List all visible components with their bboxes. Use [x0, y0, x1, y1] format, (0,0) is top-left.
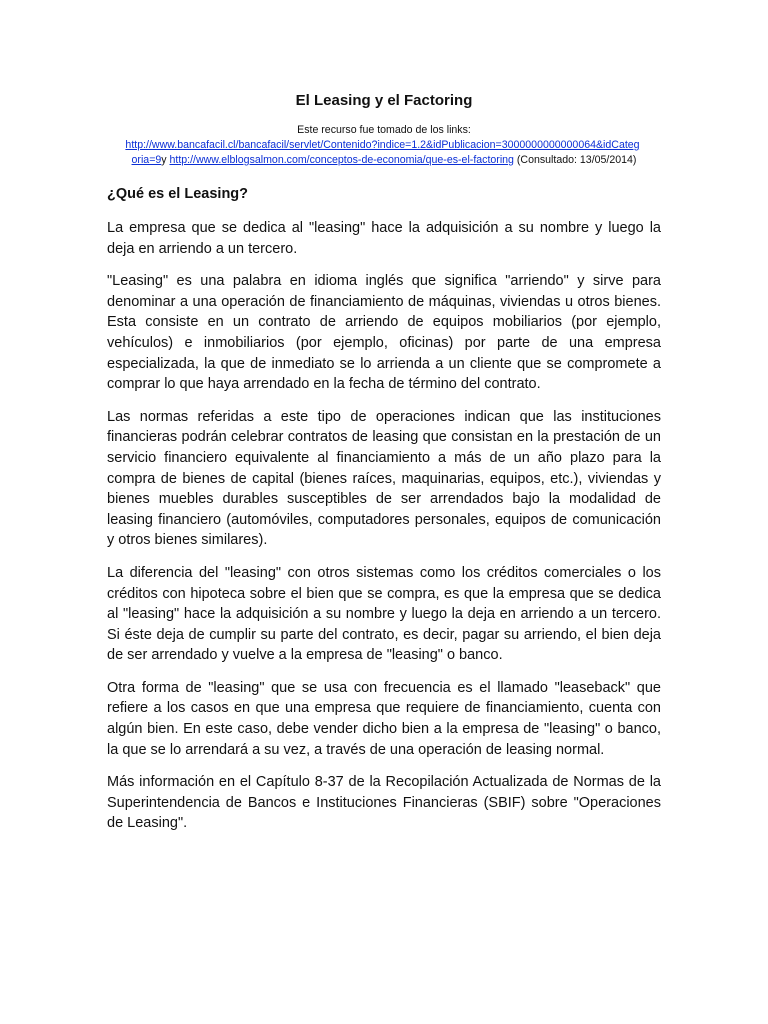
section-heading: ¿Qué es el Leasing?	[107, 186, 249, 202]
source-note	[107, 123, 661, 168]
paragraph-2: "Leasing" es una palabra en idioma inglés que significa "arriendo" y sirve para denominar a una operación de financiamiento de máquinas, viviendas u otros bienes. Esta consiste en un contrato de arriendo de equipos mobiliarios (por ejemplo, vehículos) e inmobiliarios (por ejemplo, oficinas) por parte de una empresa especializada, la que de inmediato se lo arrienda a un cliente que se compromete a comprar lo que haya arrendado en la fecha de término del contrato.	[107, 273, 661, 393]
paragraph-3: Las normas referidas a este tipo de operaciones indican que las instituciones financieras podrán celebrar contratos de leasing que consistan en la prestación de un servicio financiero equivalente al financiamiento a más de un año plazo para la compra de bienes de capital (bienes raíces, maquinarias, equipos, etc.), viviendas y bienes muebles durables susceptibles de ser arrendados bajo la modalidad de leasing financiero (automóviles, computadores personales, equipos de comunicación y otros bienes similares).	[107, 408, 661, 549]
document-title: El Leasing y el Factoring	[295, 92, 473, 109]
source-link-bancafacil-line1: http://www.bancafacil.cl/bancafacil/servlet/Contenido?indice=1.2&idPublicacion=3000000000000064&idCateg	[125, 139, 640, 151]
source-intro: Este recurso fue tomado de los links:	[297, 124, 471, 136]
source-link-elblogsalmon[interactable]: http://www.elblogsalmon.com/conceptos-de-economia/que-es-el-factoring	[169, 154, 514, 166]
document-body	[107, 91, 661, 834]
paragraph-6: Más información en el Capítulo 8-37 de la Recopilación Actualizada de Normas de la Superintendencia de Bancos e Instituciones Financieras (SBIF) sobre "Operaciones de Leasing".	[107, 774, 661, 832]
paragraph-4: La diferencia del "leasing" con otros sistemas como los créditos comerciales o los créditos con hipoteca sobre el bien que se compra, es que la empresa que se dedica al "leasing" hace la adquisición a su nombre y luego la deja en arriendo a un tercero. Si éste deja de cumplir su parte del contrato, es decir, pagar su arriendo, el bien deja de ser arrendado y vuelve a la empresa de "leasing" o banco.	[107, 564, 661, 664]
paragraph-1: La empresa que se dedica al "leasing" hace la adquisición a su nombre y luego la deja en arriendo a un tercero.	[107, 220, 661, 257]
source-consulted-date: (Consultado: 13/05/2014)	[513, 154, 637, 166]
paragraph-5: Otra forma de "leasing" que se usa con frecuencia es el llamado "leaseback" que refiere a los casos en que una empresa que requiere de financiamiento, cuenta con algún bien. En este caso, debe vender dicho bien a la empresa de "leasing" o banco, la que se lo arrendará a su vez, a través de una operación de leasing normal.	[107, 679, 661, 758]
source-connector: y	[161, 154, 170, 166]
source-link-bancafacil-line2: oria=9	[131, 154, 162, 166]
